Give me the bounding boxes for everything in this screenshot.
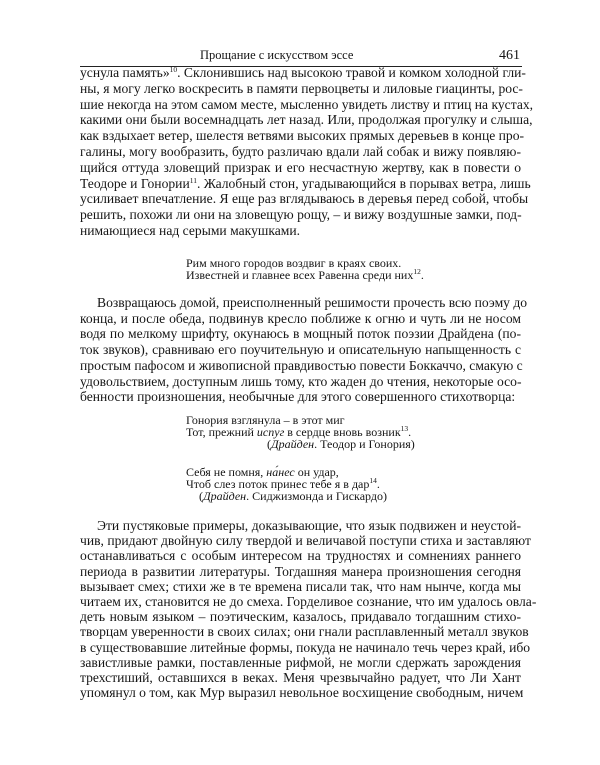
text-segment: периода в развитии литературы. Тогдашняя манера произношения сегодня [80, 563, 521, 579]
text-line [80, 96, 534, 112]
text-line [97, 295, 528, 310]
text-segment: деть новым языком – поэтическим, казалось, придавало тогдашним стихо- [80, 609, 521, 625]
footnote-ref[interactable]: 11 [189, 175, 197, 185]
text-line [80, 144, 521, 159]
text-line [80, 175, 531, 191]
text-segment: Чтоб слез поток принес тебе я в дар [186, 477, 370, 491]
text-line [80, 311, 521, 326]
text-line [80, 160, 521, 175]
text-segment: нимающиеся над серыми макушками. [80, 223, 301, 238]
text-segment: Рим много городов воздвиг в краях своих. [186, 256, 402, 270]
text-line [80, 81, 521, 96]
text-line [80, 128, 525, 144]
text-segment: вызывает смех; стихи же в те времена писали так, что нам нынче, когда мы [80, 578, 521, 594]
footnote-ref[interactable]: 10 [169, 65, 178, 74]
text-segment: Себя не помня, [186, 465, 267, 479]
text-segment: в сердце вновь возник [284, 425, 401, 439]
text-line [80, 389, 521, 404]
text-segment: . [376, 477, 380, 491]
text-segment: он удар, [294, 465, 339, 479]
italic-text: на́нес [266, 465, 295, 479]
text-segment: Известней и главнее всех Равенна среди них [186, 268, 414, 282]
text-segment: щийся оттуда зловещий призрак и его несчастную жертву, как в повести о [80, 159, 521, 175]
text-line [80, 564, 521, 579]
text-segment: останавливаться с особым интересом на трудностях и сомнениях раннего [80, 548, 521, 564]
italic-text: испуг [256, 425, 285, 439]
italic-text: Драйден [271, 437, 315, 451]
running-header [80, 48, 520, 64]
running-title: Прощание с искусством эссе [200, 48, 354, 62]
text-segment: водя по мелкому шрифту, окунаюсь в мощный поток поэзии Драйдена (по- [80, 326, 521, 342]
text-segment: . [408, 425, 412, 439]
text-segment: . Сиджизмонда и Гискардо) [246, 489, 387, 503]
text-line [80, 548, 521, 563]
verse-attribution [267, 438, 415, 451]
text-segment: шие некогда на этом самом месте, мысленно увидеть листву и птиц на кустах, [80, 96, 534, 112]
text-line [80, 223, 521, 238]
text-segment: конца, и после обеда, подвинув кресло поближе к огню и чуть ли не носом [80, 310, 521, 326]
text-line [80, 326, 521, 341]
footnote-ref[interactable]: 12 [413, 267, 421, 276]
text-segment: упомянул о том, как Мур выразил невольное восхищение свободным, ничем [80, 685, 524, 701]
text-segment: какими они были восемнадцать лет назад. Или, продолжая прогулку и слыша, [80, 112, 533, 128]
text-segment: Возвращаюсь домой, преисполненный решимости прочесть всю поэму до [97, 295, 528, 310]
text-line [80, 533, 531, 549]
text-segment: в существовавшие литейные формы, покуда не начинало течь через край, ибо [80, 639, 531, 655]
verse-line [186, 269, 424, 282]
text-line [80, 670, 521, 685]
text-segment: уснула память» [80, 65, 170, 80]
text-segment: как вздыхает ветер, шелестя ветвями высоких прямых деревьев в конце про- [80, 128, 525, 144]
text-line [80, 191, 529, 207]
text-line [80, 609, 521, 624]
text-segment: ( [267, 437, 271, 451]
text-segment: Эти пустяковые примеры, доказывающие, что язык подвижен и неустой- [97, 518, 521, 533]
text-segment: . [420, 268, 424, 282]
text-segment: читаем их, становится не до смеха. Горделивое сознание, что им удалось овла- [80, 594, 537, 609]
text-line [80, 207, 521, 222]
text-segment: ны, я могу легко воскресить в памяти первоцветы и лиловые гиацинты, рос- [80, 80, 523, 96]
text-segment: Гонория взглянула – в этот миг [186, 413, 345, 427]
footnote-ref[interactable]: 13 [400, 424, 409, 433]
text-line [80, 594, 537, 609]
text-segment: . Жалобный стон, угадывающийся в порывах ветра, лишь [196, 175, 531, 191]
text-line [80, 358, 521, 373]
text-segment: удовольствием, доступным лишь тому, кто жаден до чтения, некоторые осо- [80, 373, 522, 389]
text-line [80, 579, 521, 594]
text-segment: решить, похожи ли они на зловещую рощу, – и вижу воздушные замки, под- [80, 207, 522, 223]
text-segment: трехстиший, оставшихся в веках. Меня чрезвычайно радует, что Ли Хант [80, 670, 521, 685]
text-line [80, 624, 529, 640]
italic-text: Драйден [203, 489, 247, 503]
text-line [80, 639, 531, 655]
text-segment: бенности произношения, необычные для этого совершенного стихотворца: [80, 389, 516, 405]
text-segment: ток звуков), сравниваю его поучительную и описательную напыщенность с [80, 342, 521, 358]
text-segment: Теодоре и Гонории [80, 175, 190, 191]
text-segment: простым пафосом и живописной правдивостью повести Боккаччо, смакую с [80, 357, 523, 373]
page-number: 461 [499, 48, 520, 63]
text-line [80, 655, 521, 670]
text-line [80, 374, 521, 389]
text-segment: ( [199, 489, 203, 503]
text-segment: творцам уверенности в своих силах; они гнали расплавленный металл звуков [80, 624, 529, 640]
verse-attribution [199, 490, 387, 503]
text-line [80, 112, 533, 128]
footnote-ref[interactable]: 14 [369, 476, 377, 485]
text-line [80, 65, 526, 80]
text-line [80, 342, 521, 357]
text-segment: усиливает впечатление. Я еще раз вглядываюсь в деревья перед собой, чтобы [80, 191, 529, 207]
text-segment: завистливые рамки, поставленные рифмой, не могли сдержать зарождения [80, 654, 521, 670]
text-segment: галины, могу вообразить, будто различаю вдали лай собак и вижу появляю- [80, 144, 521, 159]
text-line [97, 518, 521, 533]
text-segment: Тот, прежний [186, 425, 257, 439]
text-segment: . Склонившись над высокою травой и комком холодной гли- [177, 65, 526, 80]
text-line [80, 685, 524, 701]
text-segment: . Теодор и Гонория) [314, 437, 415, 451]
text-segment: чив, придают двойную силу твердой и величавой поступи стиха и заставляют [80, 533, 531, 549]
